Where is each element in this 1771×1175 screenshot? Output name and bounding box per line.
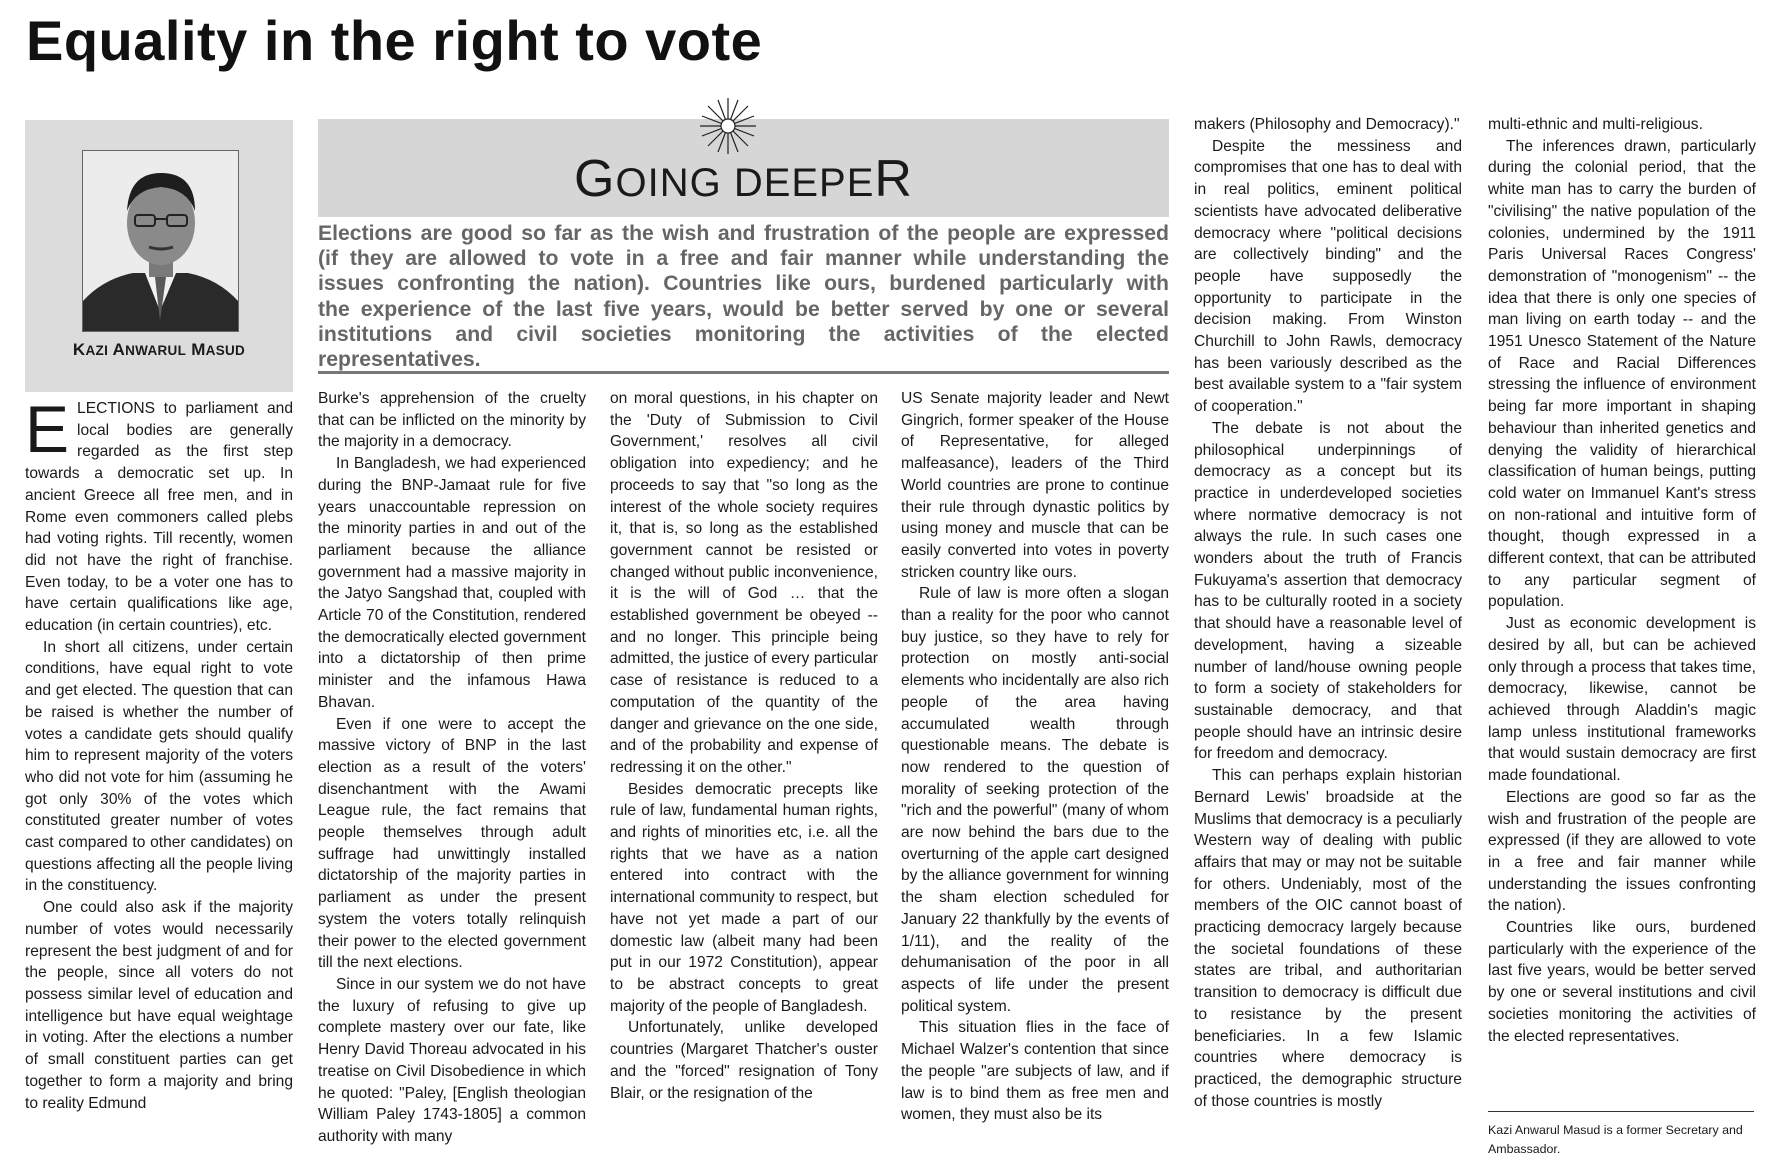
paragraph: US Senate majority leader and Newt Gingrich, former speaker of the House of Representative, for alleged malfeasance), leaders of the Third World countries are prone to continue their rule through dynastic politics by using money and muscle that can be easily converted into votes in poverty stricken country like ours. bbox=[901, 390, 1169, 581]
paragraph: on moral questions, in his chapter on the 'Duty of Submission to Civil Government,' resolves all civil obligation into expediency; and he proceeds to say that "so long as the interest of the whole society requires it, that is, so long as the established government cannot be resisted or changed without public inconvenience, it is the will of God … that the established government be obeyed -- and no longer. This principle being admitted, the justice of every particular case of resistance is reduced to a computation of the quantity of the danger and grievance on the one side, and of the probability and expense of redressing it on the other." bbox=[610, 390, 878, 776]
paragraph: Burke's apprehension of the cruelty that can be inflicted on the minority by the majority in a democracy. bbox=[318, 390, 586, 451]
author-byline: Kazi Anwarul Masud is a former Secretary and Ambassador. bbox=[1488, 1123, 1743, 1156]
drop-cap: E bbox=[25, 392, 70, 466]
byline-rule bbox=[1488, 1111, 1754, 1112]
paragraph: In short all citizens, under certain conditions, have equal right to vote and get elected. The question that can be raised is whether the number of votes a candidate gets should qualify him to represent majority of the voters who did not vote for him (assuming he got only 30% of the votes which constituted greater number of votes cast compared to other candidates) on questions affecting all the people living in the constituency. bbox=[25, 638, 293, 895]
paragraph: The debate is not about the philosophical underpinnings of democracy as a concept but its practice in underdeveloped societies where normative democracy is not always the rule. In such cases one wonders about the truth of Francis Fukuyama's assertion that democracy has to be culturally rooted in a society that should have a reasonable level of development, having a sizeable number of land/house owning people to form a society of stakeholders for sustainable democracy, and that people should have an intrinsic desire for freedom and democracy. bbox=[1194, 419, 1462, 763]
starburst-icon bbox=[698, 96, 758, 156]
column-1 bbox=[25, 392, 293, 1114]
deck-rule bbox=[318, 371, 1169, 374]
paragraph: One could also ask if the majority number of votes would necessarily represent the best judgment of and for the people, since all voters do not possess similar level of education and intelligence but have equal weightage in voting. After the elections a number of small constituent parties can get together to form a majority and bring to reality Edmund bbox=[25, 899, 293, 1112]
banner-title: GOING DEEPER bbox=[574, 150, 913, 208]
paragraph: Besides democratic precepts like rule of law, fundamental human rights, and rights of minorities etc, i.e. all the rights that we have as a nation entered into contract with the international community to respect, but have not yet made a part of our domestic law (albeit many had been put in our 1972 Constitution), appear to be abstract concepts to great majority of the people of Bangladesh. bbox=[610, 780, 878, 1015]
paragraph: In Bangladesh, we had experienced during the BNP-Jamaat rule for five years unaccountable repression on the minority parties in and out of the parliament because the alliance government had a massive majority in the Jatyo Sangshad that, coupled with Article 70 of the Constitution, rendered the democratically elected government into a dictatorship of then prime minister and the infamous Hawa Bhavan. bbox=[318, 455, 586, 711]
paragraph: This situation flies in the face of Michael Walzer's contention that since the people "are subjects of law, and if law is to bind them as free men and women, they must also be its bbox=[901, 1019, 1169, 1124]
deck-line: issues confronting the nation). Countries like ours, burdened particularly with bbox=[318, 272, 1169, 296]
column-6 bbox=[1488, 114, 1756, 1047]
deck-line: representatives. bbox=[318, 348, 481, 372]
paragraph: The inferences drawn, particularly during the colonial period, that the white man has to carry the burden of "civilising" the native population of the colonies, undermined by the 1911 Paris Universal Races Congress' demonstration of "monogenism" -- the idea that there is only one species of man living on earth today -- and the 1951 Unesco Statement of the Nature of Race and Racial Differences stressing the influence of environment being far more important in shaping behaviour than inherited genetics and denying the validity of hierarchical classification of human beings, putting cold water on Immanuel Kant's stress on non-rational and intuitive form of thought, though expressed in a different context, that can be attributed to any particular segment of population. bbox=[1488, 137, 1756, 611]
paragraph: Just as economic development is desired by all, but can be achieved only through a process that takes time, democracy, likewise, cannot be achieved through Aladdin's magic lamp unless institutional frameworks that would sustain democracy are first made foundational. bbox=[1488, 615, 1756, 785]
paragraph: Even if one were to accept the massive victory of BNP in the last election as a result of the voters' disenchantment with the Awami League rule, the fact remains that people themselves through adult suffrage had unwittingly installed dictatorship of the majority parties in parliament as under the present system the voters totally relinquish their power to the elected government till the next elections. bbox=[318, 715, 586, 972]
headline: Equality in the right to vote bbox=[26, 9, 763, 72]
paragraph: Unfortunately, unlike developed countries (Margaret Thatcher's ouster and the "forced" resignation of Tony Blair, or the resignation of the bbox=[610, 1019, 878, 1102]
column-2 bbox=[318, 388, 586, 1148]
paragraph: makers (Philosophy and Democracy)." bbox=[1194, 116, 1460, 133]
deck-line: Elections are good so far as the wish and frustration of the people are expressed bbox=[318, 222, 1169, 245]
paragraph: Elections are good so far as the wish and frustration of the people are expressed (if they are allowed to vote in a free and fair manner while understanding the issues confronting the nation). bbox=[1488, 788, 1756, 915]
author-name: KAZI ANWARUL MASUD bbox=[72, 340, 246, 359]
paragraph: Since in our system we do not have the luxury of refusing to give up complete mastery over our fate, like Henry David Thoreau advocated in his treatise on Civil Disobedience in which he quoted: "Paley, [English theologian William Paley 1743-1805] a common authority with many bbox=[318, 975, 586, 1145]
paragraph: Countries like ours, burdened particularly with the experience of the last five years, would be better served by one or several institutions and civil societies monitoring the activities of the elected representatives. bbox=[1488, 919, 1756, 1045]
deck-line: institutions and civil societies monitoring the activities of the elected bbox=[318, 322, 1169, 346]
paragraph: Rule of law is more often a slogan than a reality for the poor who cannot buy justice, so they have to rely for protection on mostly anti-social elements who incidentally are also rich people of the area having accumulated wealth through questionable means. The debate is now rendered to the question of morality of seeking protection of the "rich and the powerful" (many of whom are now behind the bars due to the overturning of the apple cart designed by the alliance government for winning the sham election scheduled for January 22 thankfully by the events of 1/11), and the reality of the dehumanisation of the poor in all aspects of life under the present political system. bbox=[901, 585, 1169, 1015]
paragraph: Despite the messiness and compromises that one has to deal with in real politics, eminent political scientists have advocated deliberative democracy where "political decisions are collectively binding" and the people have supposedly the opportunity to participate in the decision making. From Winston Churchill to John Rawls, democracy has been variously described as the best available system to a "fair system of cooperation." bbox=[1194, 137, 1462, 416]
column-3 bbox=[610, 388, 878, 1104]
column-5 bbox=[1194, 114, 1462, 1112]
paragraph: LECTIONS to parliament and local bodies are generally regarded as the first step towards a democratic set up. In ancient Greece all free men, and in Rome even commoners called plebs had voting rights. Till recently, women did not have the right of franchise. Even today, to be a voter one has to have certain qualifications like age, education (in certain countries), etc. bbox=[25, 400, 293, 635]
author-photo bbox=[82, 150, 239, 332]
author-box bbox=[25, 120, 293, 392]
deck-standfirst bbox=[318, 221, 1169, 372]
column-4 bbox=[901, 388, 1169, 1126]
paragraph: multi-ethnic and multi-religious. bbox=[1488, 116, 1703, 133]
deck-line: the experience of the last five years, would be better served by one or several bbox=[318, 297, 1169, 321]
deck-line: (if they are allowed to vote in a free and fair manner while understanding the bbox=[318, 247, 1169, 271]
paragraph: This can perhaps explain historian Bernard Lewis' broadside at the Muslims that democracy is a peculiarly Western way of dealing with public affairs that may or may not be suitable for others. Undeniably, most of the members of the OIC cannot boast of practicing democracy largely because the societal foundations of these states are tribal, and authoritarian transition to democracy is difficult due to resistance by the present beneficiaries. In a few Islamic countries where democracy is practiced, the demographic structure of those countries is mostly bbox=[1194, 767, 1462, 1110]
